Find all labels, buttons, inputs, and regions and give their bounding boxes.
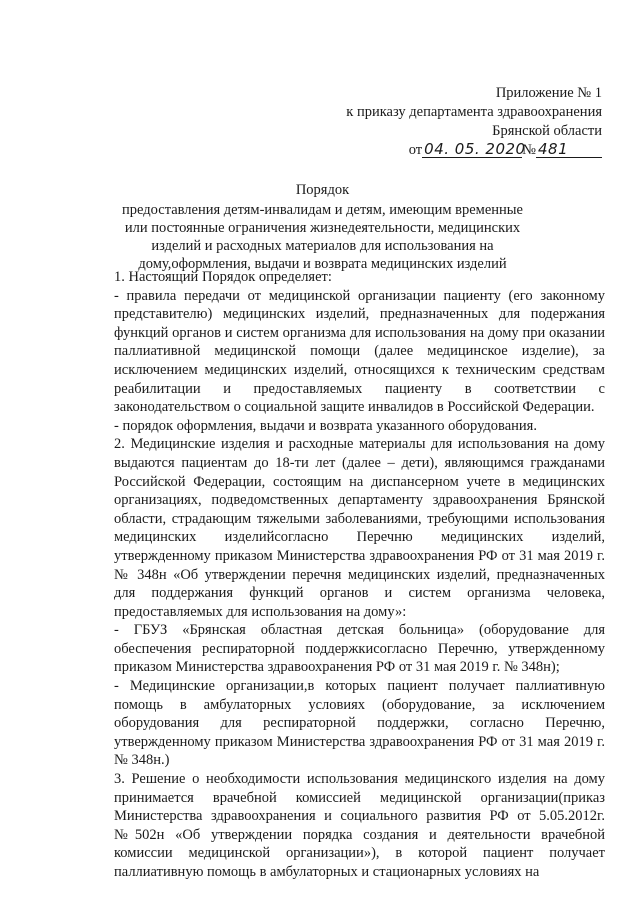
paragraph-2-item-hospital: - ГБУЗ «Брянская областная детская больница» (оборудование для обеспечения респираторной поддержкисогласно Перечню, утвержденному приказом Министерства здравоохранения РФ от 31 мая 2019 г. № 348н); bbox=[114, 622, 605, 676]
handwritten-date: 04. 05. 2020 bbox=[424, 140, 526, 158]
date-prefix: от bbox=[408, 142, 423, 158]
appendix-title: Приложение № 1 bbox=[495, 85, 602, 101]
paragraph-2-item-organizations: - Медицинские организации,в которых пациент получает паллиативную помощь в амбулаторных условиях (оборудование, за исключением оборудования для респираторной поддержки, согласно Перечню, утвержденному приказом Министерства здравоохранения РФ от 31 мая 2019 г. № 348н.) bbox=[114, 678, 605, 769]
number-prefix: № bbox=[522, 142, 536, 158]
document-subtitle: предоставления детям-инвалидам и детям, имеющим временные или постоянные ограничения жизнедеятельности, медицинских изделий и расходных материалов для использования на дому,оформления, выдачи и возврата медицинских изделий bbox=[122, 202, 523, 272]
document-title: Порядок bbox=[295, 182, 350, 198]
appendix-date-number-line bbox=[300, 141, 602, 160]
paragraph-3: 3. Решение о необходимости использования медицинского изделия на дому принимается врачебной комиссией медицинской организации(приказ Министерства здравоохранения и социального развития РФ от 5.05.2012г. №502н «Об утверждении порядка создания и деятельности врачебной комиссии медицинской организации»), в которой пациент получает паллиативную помощь в амбулаторных и стационарных условиях на bbox=[114, 771, 605, 880]
paragraph-1-item-procedure: - порядок оформления, выдачи и возврата указанного оборудования. bbox=[114, 417, 537, 434]
document-body bbox=[114, 268, 605, 882]
appendix-order-reference: к приказу департамента здравоохранения bbox=[346, 104, 602, 120]
appendix-region: Брянской области bbox=[492, 123, 602, 139]
paragraph-1-item-rules: - правила передачи от медицинской организации пациенту (его законному представителю) медицинских изделий, предназначенных для подержания функций органов и систем организма для использования на дому при оказании паллиативной медицинской помощи (далее медицинское изделие), за исключением медицинских изделий, относящихся к техническим средствам реабилитации и предоставляемых пациенту в соответствии с законодательством о социальной защите инвалидов в Российской Федерации. bbox=[114, 287, 605, 416]
appendix-header bbox=[300, 84, 602, 160]
paragraph-1: 1. Настоящий Порядок определяет: bbox=[114, 269, 332, 285]
handwritten-number: 481 bbox=[536, 141, 602, 158]
paragraph-2: 2. Медицинские изделия и расходные материалы для использования на дому выдаются пациентам до 18-ти лет (далее – дети), являющимся гражданами Российской Федерации, состоящим на диспансерном учете в медицинских организациях, подведомственных департаменту здравоохранения Брянской области, страдающим тяжелыми заболеваниями, требующими использования медицинских изделийсогласно Перечню медицинских изделий, утвержденному приказом Министерства здравоохранения РФ от 31 мая 2019 г. № 348н «Об утверждении перечня медицинских изделий, предназначенных для поддержания функций органов и систем организма человека, предоставляемых для использования на дому»: bbox=[114, 436, 605, 620]
document-title-block bbox=[110, 181, 535, 273]
